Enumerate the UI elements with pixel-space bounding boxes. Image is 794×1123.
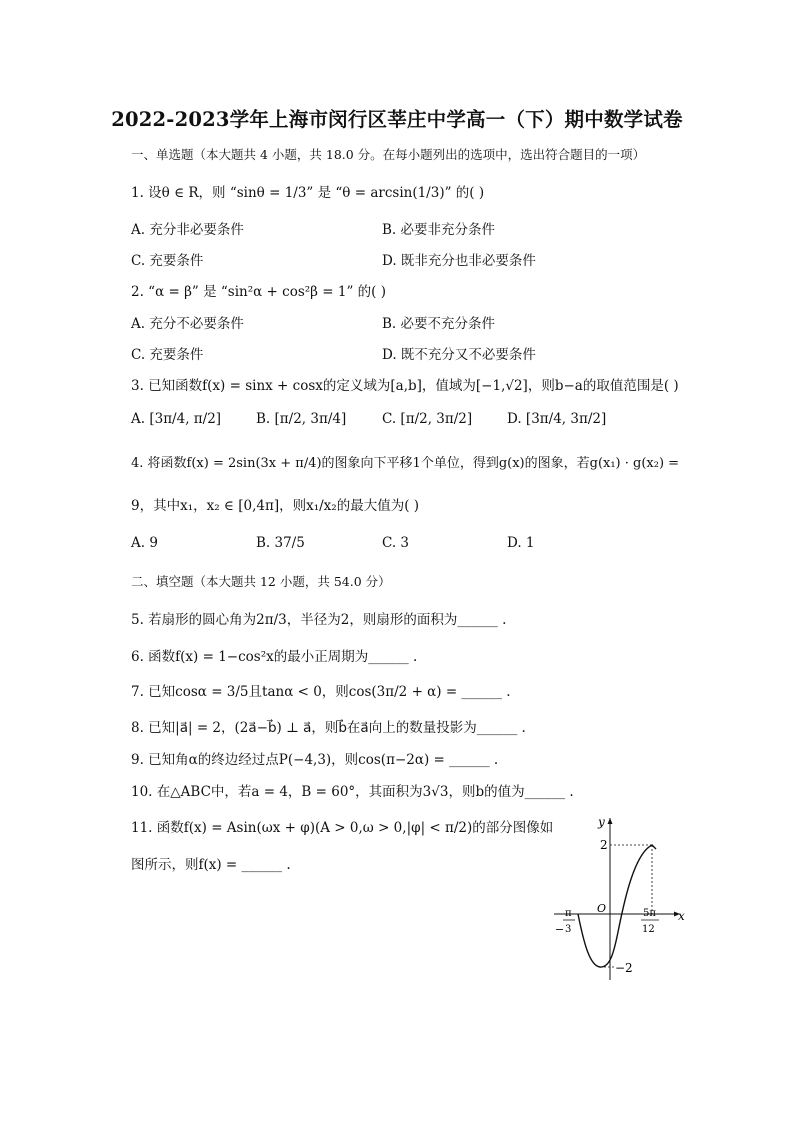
question-2-option-a: A. 充分不必要条件 [131, 316, 244, 332]
page-title: 2022-2023学年上海市闵行区莘庄中学高一（下）期中数学试卷 [111, 108, 683, 131]
question-6: 6. 函数f(x) = 1−cos²x的最小正周期为______ . [131, 649, 418, 665]
question-4-line-2: 9，其中x₁，x₂ ∈ [0,4π]，则x₁/x₂的最大值为( ) [131, 498, 420, 514]
sine-curve [578, 845, 656, 967]
y-min-label: −2 [615, 961, 633, 975]
question-7: 7. 已知cosα = 3/5且tanα < 0，则cos(3π/2 + α) = ______ . [131, 684, 511, 700]
question-1-option-a: A. 充分非必要条件 [131, 222, 244, 238]
x-left-label-numerator: π [565, 908, 572, 919]
question-4-option-a: A. 9 [131, 535, 158, 551]
y-axis-label: y [598, 815, 605, 829]
question-10: 10. 在△ABC中，若a = 4，B = 60°，其面积为3√3，则b的值为______ . [131, 784, 574, 800]
question-2-option-d: D. 既不充分又不必要条件 [382, 347, 536, 363]
question-2-option-b: B. 必要不充分条件 [382, 316, 496, 332]
question-4-option-b: B. 37/5 [256, 535, 305, 551]
question-1-option-c: C. 充要条件 [131, 253, 204, 269]
origin-label: O [597, 902, 607, 915]
question-1-option-d: D. 既非充分也非必要条件 [382, 253, 536, 269]
question-4-option-d: D. 1 [507, 535, 535, 551]
question-8: 8. 已知|a⃗| = 2，(2a⃗−b⃗) ⊥ a⃗，则b⃗在a⃗向上的数量投影为______ . [131, 720, 526, 736]
y-axis-arrow-icon [608, 818, 613, 824]
x-left-label-denominator: 3 [565, 924, 572, 935]
question-1: 1. 设θ ∈ R，则 “sinθ = 1/3” 是 “θ = arcsin(1/3)” 的( ) [131, 185, 485, 201]
question-1-option-b: B. 必要非充分条件 [382, 222, 496, 238]
question-11-line-1: 11. 函数f(x) = Asin(ωx + φ)(A > 0,ω > 0,|φ| < π/2)的部分图像如 [131, 820, 554, 836]
x-axis-label: x [678, 909, 685, 923]
section-heading-fill-in: 二、填空题（本大题共 12 小题，共 54.0 分） [131, 574, 391, 589]
x-right-label-denominator: 12 [642, 924, 655, 935]
x-left-sign: − [555, 923, 565, 936]
question-2: 2. “α = β” 是 “sin²α + cos²β = 1” 的( ) [131, 284, 386, 300]
question-5: 5. 若扇形的圆心角为2π/3，半径为2，则扇形的面积为______ . [131, 612, 507, 628]
question-2-option-c: C. 充要条件 [131, 347, 204, 363]
question-9: 9. 已知角α的终边经过点P(−4,3)，则cos(π−2α) = ______ . [131, 752, 499, 768]
question-4-option-c: C. 3 [382, 535, 410, 551]
sine-graph-figure [548, 812, 698, 984]
x-right-label-numerator: 5π [643, 908, 656, 919]
y-max-label: 2 [600, 838, 608, 852]
question-3-option-d: D. [3π/4, 3π/2] [507, 411, 607, 427]
question-3-option-a: A. [3π/4, π/2] [131, 411, 222, 427]
question-3-option-c: C. [π/2, 3π/2] [382, 411, 473, 427]
question-3-option-b: B. [π/2, 3π/4] [256, 411, 347, 427]
question-4-line-1: 4. 将函数f(x) = 2sin(3x + π/4)的图象向下平移1个单位，得到g(x)的图象，若g(x₁) · g(x₂) = [131, 456, 680, 471]
section-heading-single-choice: 一、单选题（本大题共 4 小题，共 18.0 分。在每小题列出的选项中，选出符合题目的一项） [131, 147, 646, 162]
question-3: 3. 已知函数f(x) = sinx + cosx的定义域为[a,b]，值域为[−1,√2]，则b−a的取值范围是( ) [131, 378, 679, 394]
question-11-line-2: 图所示，则f(x) = ______ . [131, 857, 291, 873]
